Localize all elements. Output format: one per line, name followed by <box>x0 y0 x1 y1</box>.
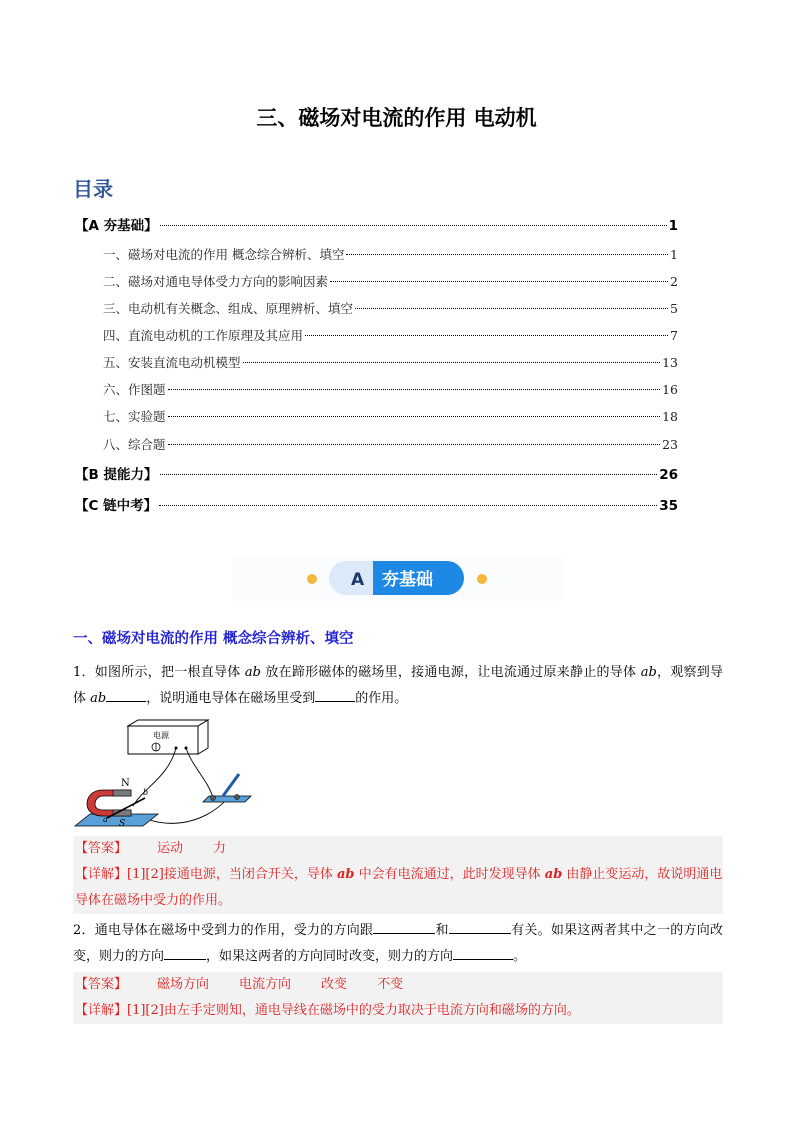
detail-row <box>73 862 723 914</box>
toc-entry-label: 三、电动机有关概念、组成、原理辨析、填空 <box>103 301 354 316</box>
toc-sub-entry[interactable] <box>103 353 678 371</box>
q1-var: ab <box>90 691 107 706</box>
answer-blank[interactable] <box>373 919 435 934</box>
detail-text: 中会有电流通过，此时发现导体 <box>354 867 545 882</box>
answer-label: 【答案】 <box>75 841 128 856</box>
q1-text: 放在蹄形磁体的磁场里，接通电源，让电流通过原来静止的导体 <box>260 665 641 680</box>
toc-leader <box>305 335 668 336</box>
toc-leader <box>168 444 661 445</box>
toc-leader <box>355 308 668 309</box>
banner-letter: A <box>351 570 365 590</box>
toc-entry-a[interactable] <box>75 214 678 234</box>
answer-label: 【答案】 <box>75 977 128 992</box>
toc-entry-c[interactable] <box>75 494 678 514</box>
detail-var: ab <box>336 867 355 882</box>
toc-sub-entry[interactable] <box>103 380 678 398</box>
answer-blank[interactable] <box>164 945 206 960</box>
q2-text: 和 <box>435 923 449 938</box>
question-2 <box>73 918 723 970</box>
magnet-pole-n <box>113 790 131 796</box>
toc-entry-b[interactable] <box>75 463 678 483</box>
detail-var: ab <box>544 867 563 882</box>
toc-leader <box>243 362 661 363</box>
toc-sub-entry[interactable] <box>103 326 678 344</box>
toc-entry-page: 13 <box>662 355 678 370</box>
answer-value: 改变 <box>321 977 348 992</box>
detail-text: [1][2]接通电源，当闭合开关，导体 <box>127 867 337 882</box>
detail-row <box>73 998 723 1024</box>
switch-lever <box>223 774 239 796</box>
toc-sub-entry[interactable] <box>103 407 678 425</box>
toc-sub-entry[interactable] <box>103 299 678 317</box>
answer-row <box>73 836 723 862</box>
toc-entry-page: 16 <box>662 382 678 397</box>
q2-text: 。 <box>513 949 527 964</box>
detail-label: 【详解】 <box>75 867 128 882</box>
toc-leader <box>160 225 667 226</box>
answer-value: 力 <box>213 841 227 856</box>
answer-blank[interactable] <box>453 945 513 960</box>
q1-text: ，说明通电导体在磁场里受到 <box>146 691 316 706</box>
toc-entry-page: 18 <box>662 409 678 424</box>
toc-entry-page: 26 <box>659 467 678 483</box>
toc-leader <box>346 254 668 255</box>
power-label: 电源 <box>153 731 169 740</box>
motor-experiment-figure <box>73 718 253 830</box>
q2-text: 2．通电导体在磁场中受到力的作用，受力的方向跟 <box>73 923 374 938</box>
toc-entry-label: 【B 提能力】 <box>75 467 158 483</box>
toc-leader <box>168 416 661 417</box>
toc-leader <box>159 505 657 506</box>
conductor-a-label: a <box>103 815 108 824</box>
answer-blank[interactable] <box>449 919 511 934</box>
wire <box>186 748 213 798</box>
answer-row <box>73 972 723 998</box>
toc-sub-entry[interactable] <box>103 272 678 290</box>
toc-entry-page: 35 <box>659 498 678 514</box>
toc-entry-label: 七、实验题 <box>103 409 166 424</box>
toc-sub-entry[interactable] <box>103 245 678 263</box>
banner-left-dot <box>307 574 317 584</box>
toc-leader <box>160 474 658 475</box>
toc-entry-label: 五、安装直流电动机模型 <box>103 355 241 370</box>
answer-value: 磁场方向 <box>157 977 210 992</box>
q1-text: ，观察到导体 <box>73 665 724 706</box>
toc-entry-page: 7 <box>670 328 678 343</box>
answer-blank[interactable] <box>106 687 146 702</box>
toc-sub-entry[interactable] <box>103 435 678 453</box>
toc-heading: 目录 <box>73 177 113 201</box>
toc-entry-label: 【A 夯基础】 <box>75 218 158 234</box>
answer-value: 电流方向 <box>239 977 292 992</box>
toc-entry-label: 八、综合题 <box>103 437 166 452</box>
toc-entry-page: 5 <box>670 301 678 316</box>
toc-leader <box>168 389 661 390</box>
q1-var: ab <box>640 665 657 680</box>
power-box-top <box>128 720 208 726</box>
wire <box>133 748 176 806</box>
detail-label: 【详解】 <box>75 1003 128 1018</box>
toc-entry-page: 2 <box>670 274 678 289</box>
section-banner <box>232 555 562 601</box>
answer-blank[interactable] <box>315 687 355 702</box>
question-1 <box>73 660 723 712</box>
magnet-n-label: N <box>121 778 130 789</box>
toc-entry-label: 一、磁场对电流的作用 概念综合辨析、填空 <box>103 247 345 262</box>
switch-base <box>203 796 251 802</box>
toc-entry-label: 六、作图题 <box>103 382 166 397</box>
toc-entry-label: 【C 链中考】 <box>75 498 158 514</box>
toc-leader <box>330 281 668 282</box>
q2-answer-box <box>73 972 723 1024</box>
answer-value: 运动 <box>157 841 184 856</box>
answer-value: 不变 <box>377 977 404 992</box>
banner-right-dot <box>477 574 487 584</box>
q1-var: ab <box>244 665 261 680</box>
detail-text: [1][2]由左手定则知，通电导线在磁场中的受力取决于电流方向和磁场的方向。 <box>127 1003 580 1018</box>
q2-text: 有关。如果这两者其中之一的方向改变，则力的方向 <box>73 923 723 964</box>
q1-text: 1．如图所示，把一根直导体 <box>73 665 245 680</box>
toc-entry-page: 1 <box>670 247 678 262</box>
magnet-s-label: S <box>119 819 126 829</box>
page-title: 三、磁场对电流的作用 电动机 <box>256 106 537 130</box>
conductor-b-label: b <box>143 788 149 797</box>
toc-entry-label: 四、直流电动机的工作原理及其应用 <box>103 328 304 343</box>
toc-entry-page: 1 <box>668 218 678 234</box>
banner-text: 夯基础 <box>382 570 433 590</box>
q1-text: 的作用。 <box>355 691 408 706</box>
q2-text: ，如果这两者的方向同时改变，则力的方向 <box>206 949 454 964</box>
section-heading: 一、磁场对电流的作用 概念综合辨析、填空 <box>73 631 354 647</box>
detail-text: 由静止变运动，故说明通电导体在磁场中受力的作用。 <box>75 867 723 908</box>
q1-answer-box <box>73 836 723 914</box>
toc-entry-page: 23 <box>662 437 678 452</box>
power-box-side <box>198 720 208 754</box>
toc-entry-label: 二、磁场对通电导体受力方向的影响因素 <box>103 274 329 289</box>
